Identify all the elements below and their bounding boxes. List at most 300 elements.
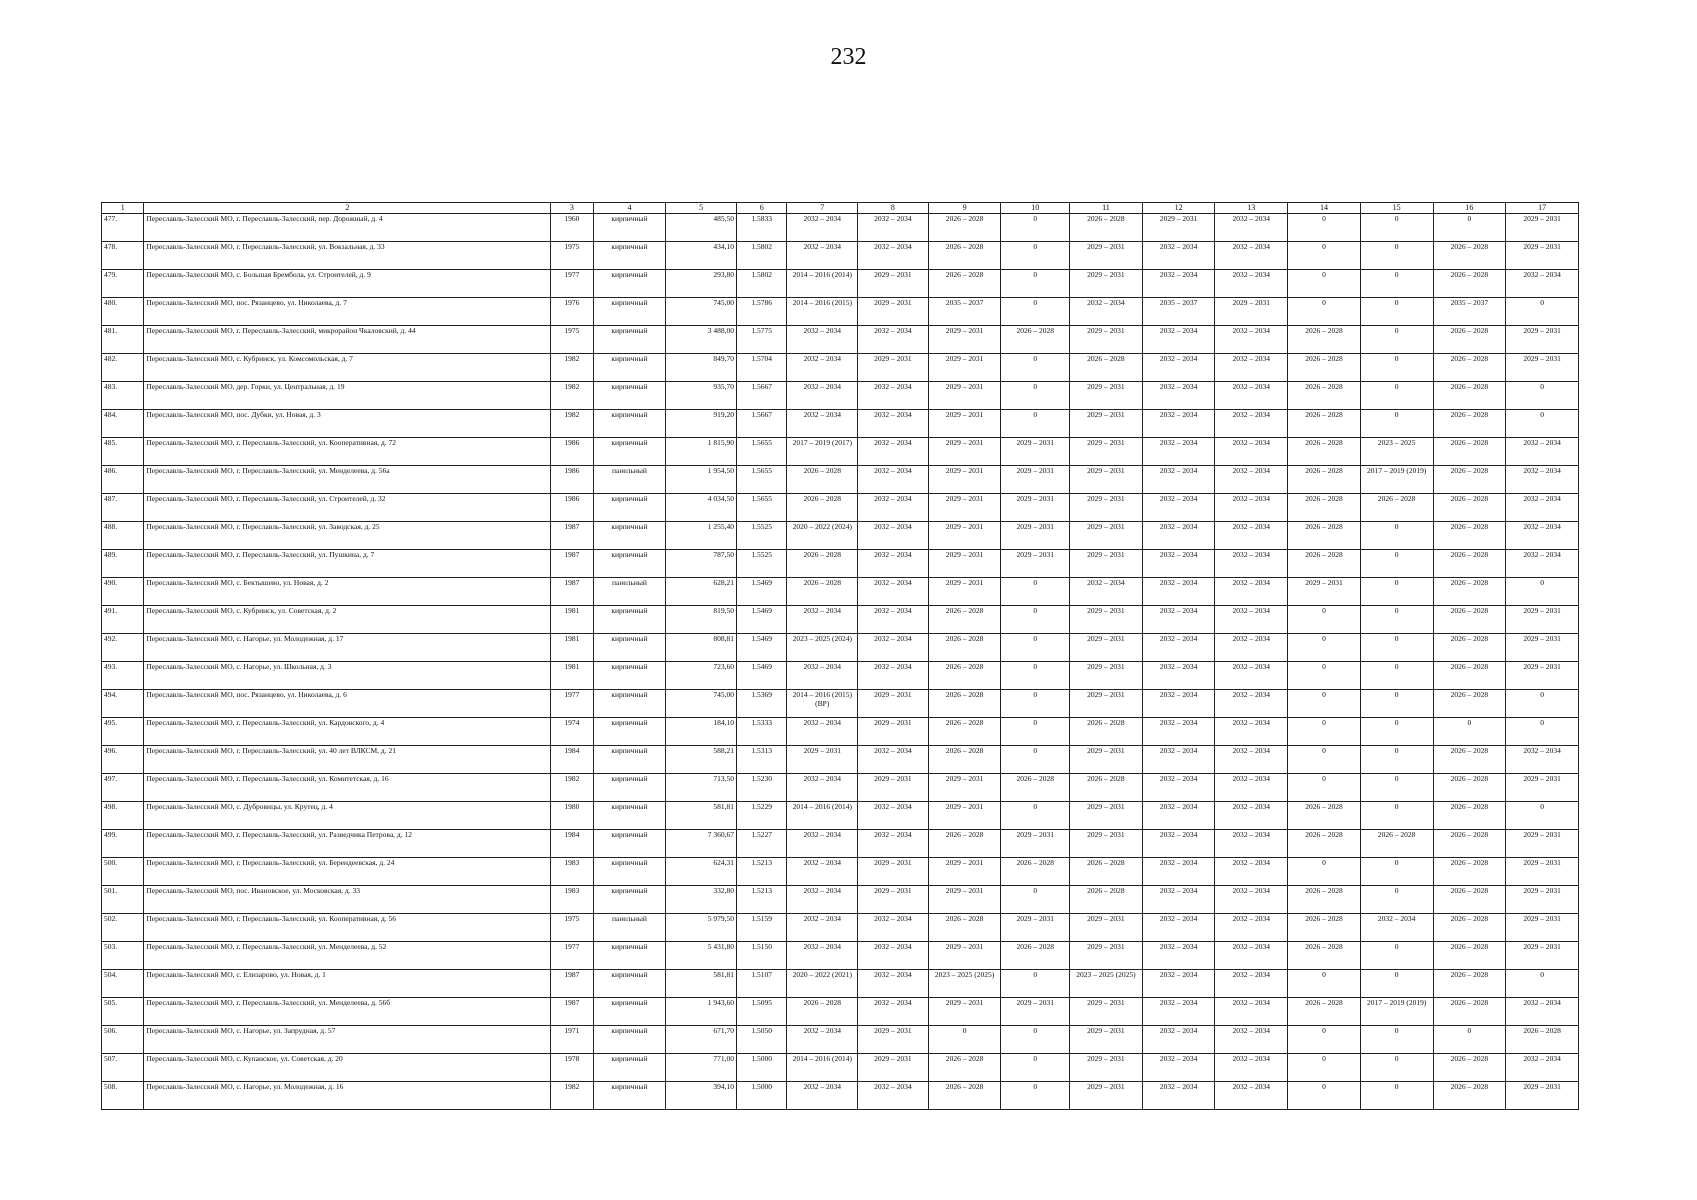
table-row xyxy=(102,914,1579,942)
table-cell: 2026 – 2028 xyxy=(1433,942,1506,970)
table-cell: 1.5833 xyxy=(736,214,786,242)
table-cell: кирпичный xyxy=(593,746,666,774)
table-cell: 2026 – 2028 xyxy=(1433,466,1506,494)
table-cell: 581,81 xyxy=(666,802,737,830)
table-cell: 2029 – 2031 xyxy=(1070,242,1143,270)
table-cell: кирпичный xyxy=(593,942,666,970)
table-cell: 2029 – 2031 xyxy=(1070,270,1143,298)
table-cell: 0 xyxy=(1001,354,1070,382)
table-cell: 2029 – 2031 xyxy=(1070,466,1143,494)
table-cell: 2026 – 2028 xyxy=(1433,970,1506,998)
table-cell: 2029 – 2031 xyxy=(928,550,1001,578)
table-cell: 2032 – 2034 xyxy=(1142,970,1215,998)
table-cell: 486. xyxy=(102,466,144,494)
table-cell: 2029 – 2031 xyxy=(928,858,1001,886)
table-cell: 2032 – 2034 xyxy=(1506,746,1579,774)
table-cell: 2029 – 2031 xyxy=(928,942,1001,970)
table-cell: 2029 – 2031 xyxy=(1506,606,1579,634)
table-cell: 713,50 xyxy=(666,774,737,802)
table-cell: 2026 – 2028 xyxy=(1288,354,1361,382)
table-cell: 2032 – 2034 xyxy=(858,606,929,634)
table-cell: 671,70 xyxy=(666,1026,737,1054)
table-cell: 2026 – 2028 xyxy=(1433,270,1506,298)
column-header: 3 xyxy=(551,203,593,214)
table-cell: 1983 xyxy=(551,858,593,886)
table-cell: кирпичный xyxy=(593,242,666,270)
table-cell: 0 xyxy=(1360,1082,1433,1110)
table-row xyxy=(102,354,1579,382)
table-cell: 2026 – 2028 xyxy=(787,550,858,578)
table-cell: 0 xyxy=(1288,718,1361,746)
table-cell: 2032 – 2034 xyxy=(1142,718,1215,746)
table-cell: 332,80 xyxy=(666,886,737,914)
column-header: 5 xyxy=(666,203,737,214)
table-cell: 1.5704 xyxy=(736,354,786,382)
table-cell: 2032 – 2034 xyxy=(858,550,929,578)
table-cell: 2026 – 2028 xyxy=(1070,886,1143,914)
table-cell: Переславль-Залесский МО, пос. Ивановское, ул. Московская, д. 33 xyxy=(144,886,551,914)
table-cell: 478. xyxy=(102,242,144,270)
table-cell: 2017 – 2019 (2019) xyxy=(1360,998,1433,1026)
table-cell: 2032 – 2034 xyxy=(858,970,929,998)
table-cell: 2032 – 2034 xyxy=(1142,662,1215,690)
table-cell: 2032 – 2034 xyxy=(858,998,929,1026)
table-cell: 2032 – 2034 xyxy=(858,634,929,662)
table-row xyxy=(102,550,1579,578)
table-cell: 787,50 xyxy=(666,550,737,578)
table-cell: 2026 – 2028 xyxy=(928,606,1001,634)
table-cell: 2032 – 2034 xyxy=(858,662,929,690)
table-cell: кирпичный xyxy=(593,802,666,830)
table-cell: 0 xyxy=(1288,606,1361,634)
table-cell: Переславль-Залесский МО, г. Переславль-Залесский, пер. Дорожный, д. 4 xyxy=(144,214,551,242)
table-cell: 0 xyxy=(1360,578,1433,606)
table-cell: 503. xyxy=(102,942,144,970)
table-cell: 2032 – 2034 xyxy=(1215,970,1288,998)
table-cell: 0 xyxy=(1001,690,1070,718)
table-cell: 1.5786 xyxy=(736,298,786,326)
table-cell: 434,10 xyxy=(666,242,737,270)
table-cell: 1984 xyxy=(551,746,593,774)
table-cell: 2023 – 2025 (2025) xyxy=(928,970,1001,998)
table-cell: 2032 – 2034 xyxy=(1215,802,1288,830)
table-cell: 2029 – 2031 xyxy=(1070,830,1143,858)
table-cell: 0 xyxy=(1288,270,1361,298)
table-cell: 2032 – 2034 xyxy=(858,578,929,606)
table-cell: 0 xyxy=(1360,410,1433,438)
table-cell: Переславль-Залесский МО, г. Переславль-Залесский, ул. Менделеева, д. 56а xyxy=(144,466,551,494)
table-cell: Переславль-Залесский МО, г. Переславль-Залесский, ул. Кооперативная, д. 72 xyxy=(144,438,551,466)
table-cell: 2032 – 2034 xyxy=(787,774,858,802)
table-cell: Переславль-Залесский МО, г. Переславль-Залесский, ул. Кардовского, д. 4 xyxy=(144,718,551,746)
table-cell: Переславль-Залесский МО, с. Нагорье, ул. Запрудная, д. 57 xyxy=(144,1026,551,1054)
table-cell: 2017 – 2019 (2017) xyxy=(787,438,858,466)
table-cell: кирпичный xyxy=(593,886,666,914)
table-cell: кирпичный xyxy=(593,606,666,634)
table-cell: 2032 – 2034 xyxy=(1142,578,1215,606)
table-cell: 0 xyxy=(1360,1054,1433,1082)
table-cell: 2032 – 2034 xyxy=(787,858,858,886)
table-cell: 2026 – 2028 xyxy=(1433,354,1506,382)
table-cell: 2032 – 2034 xyxy=(787,718,858,746)
table-cell: 1982 xyxy=(551,1082,593,1110)
table-cell: 2032 – 2034 xyxy=(1215,494,1288,522)
table-cell: 2032 – 2034 xyxy=(1360,914,1433,942)
table-cell: 0 xyxy=(1360,298,1433,326)
table-cell: Переславль-Залесский МО, пос. Рязанцево, ул. Николаева, д. 7 xyxy=(144,298,551,326)
table-cell: 0 xyxy=(1360,1026,1433,1054)
table-cell: Переславль-Залесский МО, г. Переславль-Залесский, ул. 40 лет ВЛКСМ, д. 21 xyxy=(144,746,551,774)
table-row xyxy=(102,970,1579,998)
table-cell: 5 431,80 xyxy=(666,942,737,970)
table-cell: 0 xyxy=(1001,746,1070,774)
table-cell: 2029 – 2031 xyxy=(1506,914,1579,942)
column-header: 17 xyxy=(1506,203,1579,214)
table-row xyxy=(102,382,1579,410)
table-row xyxy=(102,1082,1579,1110)
table-cell: 2026 – 2028 xyxy=(1433,998,1506,1026)
table-cell: 1982 xyxy=(551,382,593,410)
table-cell: 2026 – 2028 xyxy=(928,634,1001,662)
table-cell: 0 xyxy=(1360,382,1433,410)
table-cell: 0 xyxy=(1001,578,1070,606)
table-row xyxy=(102,494,1579,522)
table-cell: 2026 – 2028 xyxy=(928,690,1001,718)
table-cell: 2026 – 2028 xyxy=(1433,802,1506,830)
table-cell: 2032 – 2034 xyxy=(787,886,858,914)
table-cell: 2029 – 2031 xyxy=(1506,326,1579,354)
table-cell: 2014 – 2016 (2014) xyxy=(787,1054,858,1082)
table-cell: 2014 – 2016 (2014) xyxy=(787,270,858,298)
table-cell: 1981 xyxy=(551,662,593,690)
table-cell: 0 xyxy=(1360,858,1433,886)
table-cell: 496. xyxy=(102,746,144,774)
table-cell: 504. xyxy=(102,970,144,998)
table-cell: 0 xyxy=(1001,298,1070,326)
table-cell: 2029 – 2031 xyxy=(858,886,929,914)
table-cell: 808,81 xyxy=(666,634,737,662)
table-cell: 2026 – 2028 xyxy=(1433,382,1506,410)
table-cell: 1 255,40 xyxy=(666,522,737,550)
table-cell: 1.5667 xyxy=(736,382,786,410)
table-cell: 2032 – 2034 xyxy=(1142,746,1215,774)
table-cell: 2032 – 2034 xyxy=(1142,1054,1215,1082)
table-cell: 0 xyxy=(1288,1082,1361,1110)
table-cell: 2032 – 2034 xyxy=(1142,1082,1215,1110)
table-cell: кирпичный xyxy=(593,270,666,298)
table-cell: 2032 – 2034 xyxy=(1506,998,1579,1026)
table-cell: 2032 – 2034 xyxy=(1215,578,1288,606)
table-cell: 1.5469 xyxy=(736,634,786,662)
table-cell: 2023 – 2025 (2024) xyxy=(787,634,858,662)
table-cell: 2035 – 2037 xyxy=(928,298,1001,326)
table-cell: 2029 – 2031 xyxy=(1070,494,1143,522)
table-cell: 1977 xyxy=(551,270,593,298)
table-cell: 2032 – 2034 xyxy=(1215,886,1288,914)
table-cell: 1981 xyxy=(551,634,593,662)
table-cell: 1980 xyxy=(551,802,593,830)
table-cell: кирпичный xyxy=(593,1082,666,1110)
table-cell: 2032 – 2034 xyxy=(1142,858,1215,886)
table-cell: 2029 – 2031 xyxy=(1506,634,1579,662)
column-header: 2 xyxy=(144,203,551,214)
table-cell: 494. xyxy=(102,690,144,718)
table-cell: 2032 – 2034 xyxy=(858,746,929,774)
table-cell: 2029 – 2031 xyxy=(787,746,858,774)
table-cell: 2032 – 2034 xyxy=(1142,942,1215,970)
table-cell: 771,00 xyxy=(666,1054,737,1082)
table-cell: 2029 – 2031 xyxy=(1001,466,1070,494)
table-row xyxy=(102,270,1579,298)
table-cell: 0 xyxy=(1288,1054,1361,1082)
table-cell: кирпичный xyxy=(593,774,666,802)
table-cell: Переславль-Залесский МО, с. Кубринск, ул. Комсомольская, д. 7 xyxy=(144,354,551,382)
table-cell: Переславль-Залесский МО, г. Переславль-Залесский, ул. Заводская, д. 25 xyxy=(144,522,551,550)
table-cell: 2032 – 2034 xyxy=(1506,522,1579,550)
table-cell: 2029 – 2031 xyxy=(1506,886,1579,914)
table-cell: 2032 – 2034 xyxy=(858,382,929,410)
table-cell: 2032 – 2034 xyxy=(787,1082,858,1110)
table-cell: 0 xyxy=(1001,662,1070,690)
table-cell: 2029 – 2031 xyxy=(1070,606,1143,634)
table-row xyxy=(102,242,1579,270)
table-cell: 1.5050 xyxy=(736,1026,786,1054)
table-cell: 2026 – 2028 xyxy=(1433,438,1506,466)
table-cell: 2026 – 2028 xyxy=(1433,606,1506,634)
table-cell: 2029 – 2031 xyxy=(1506,830,1579,858)
table-cell: кирпичный xyxy=(593,830,666,858)
table-cell: 1.5469 xyxy=(736,662,786,690)
table-cell: 2032 – 2034 xyxy=(1215,522,1288,550)
table-cell: 2035 – 2037 xyxy=(1433,298,1506,326)
table-cell: кирпичный xyxy=(593,662,666,690)
table-cell: Переславль-Залесский МО, г. Переславль-Залесский, ул. Менделеева, д. 56б xyxy=(144,998,551,1026)
table-cell: 501. xyxy=(102,886,144,914)
table-cell: 2026 – 2028 xyxy=(1288,494,1361,522)
table-cell: 2032 – 2034 xyxy=(1215,746,1288,774)
table-cell: 0 xyxy=(1288,746,1361,774)
column-header: 6 xyxy=(736,203,786,214)
table-cell: 0 xyxy=(1433,214,1506,242)
table-cell: 2032 – 2034 xyxy=(787,410,858,438)
table-cell: 2029 – 2031 xyxy=(1070,382,1143,410)
table-cell: 2032 – 2034 xyxy=(1142,410,1215,438)
table-cell: 0 xyxy=(928,1026,1001,1054)
table-cell: 2032 – 2034 xyxy=(787,214,858,242)
table-cell: кирпичный xyxy=(593,858,666,886)
table-cell: 2026 – 2028 xyxy=(1433,830,1506,858)
table-cell: 483. xyxy=(102,382,144,410)
table-cell: 1975 xyxy=(551,242,593,270)
table-cell: 493. xyxy=(102,662,144,690)
table-cell: 2032 – 2034 xyxy=(1506,1054,1579,1082)
table-cell: 2032 – 2034 xyxy=(858,438,929,466)
table-cell: кирпичный xyxy=(593,522,666,550)
table-cell: 1.5000 xyxy=(736,1054,786,1082)
table-cell: 2026 – 2028 xyxy=(1433,410,1506,438)
table-cell: 2026 – 2028 xyxy=(1288,942,1361,970)
table-cell: 2023 – 2025 (2025) xyxy=(1070,970,1143,998)
table-cell: 2029 – 2031 xyxy=(1288,578,1361,606)
table-cell: 2026 – 2028 xyxy=(1433,494,1506,522)
table-cell: 2014 – 2016 (2015) (ВР) xyxy=(787,690,858,718)
table-row xyxy=(102,746,1579,774)
table-cell: 0 xyxy=(1001,606,1070,634)
table-cell: 2029 – 2031 xyxy=(928,802,1001,830)
table-cell: 2032 – 2034 xyxy=(1215,326,1288,354)
column-header: 9 xyxy=(928,203,1001,214)
table-cell: Переславль-Залесский МО, с. Нагорье, ул. Молодежная, д. 16 xyxy=(144,1082,551,1110)
table-cell: 2032 – 2034 xyxy=(1070,298,1143,326)
table-cell: 2026 – 2028 xyxy=(1433,522,1506,550)
table-cell: 1.5150 xyxy=(736,942,786,970)
table-cell: 2026 – 2028 xyxy=(1288,998,1361,1026)
table-cell: 723,60 xyxy=(666,662,737,690)
table-cell: 2026 – 2028 xyxy=(1433,578,1506,606)
table-cell: 2029 – 2031 xyxy=(1001,914,1070,942)
table-cell: 500. xyxy=(102,858,144,886)
table-cell: 588,21 xyxy=(666,746,737,774)
table-cell: 0 xyxy=(1506,690,1579,718)
table-header-row xyxy=(102,203,1579,214)
table-cell: 2029 – 2031 xyxy=(928,774,1001,802)
table-cell: 1.5095 xyxy=(736,998,786,1026)
table-cell: 0 xyxy=(1288,242,1361,270)
table-cell: 2029 – 2031 xyxy=(1070,410,1143,438)
table-row xyxy=(102,662,1579,690)
table-cell: 0 xyxy=(1360,942,1433,970)
table-cell: 2035 – 2037 xyxy=(1142,298,1215,326)
table-cell: Переславль-Залесский МО, г. Переславль-Залесский, микрорайон Чкаловский, д. 44 xyxy=(144,326,551,354)
table-cell: 184,10 xyxy=(666,718,737,746)
table-cell: 0 xyxy=(1288,662,1361,690)
table-cell: 2029 – 2031 xyxy=(1001,830,1070,858)
table-row xyxy=(102,690,1579,718)
table-cell: 2032 – 2034 xyxy=(1215,914,1288,942)
table-cell: 2029 – 2031 xyxy=(1506,858,1579,886)
table-cell: Переславль-Залесский МО, г. Переславль-Залесский, ул. Берендеевская, д. 24 xyxy=(144,858,551,886)
table-cell: 2032 – 2034 xyxy=(1142,522,1215,550)
table-cell: 2032 – 2034 xyxy=(858,326,929,354)
table-cell: 492. xyxy=(102,634,144,662)
table-cell: 2032 – 2034 xyxy=(858,802,929,830)
table-cell: 1.5333 xyxy=(736,718,786,746)
table-cell: 2026 – 2028 xyxy=(1433,634,1506,662)
table-cell: 2032 – 2034 xyxy=(1142,494,1215,522)
table-cell: 2032 – 2034 xyxy=(1215,858,1288,886)
table-cell: 489. xyxy=(102,550,144,578)
table-cell: 819,50 xyxy=(666,606,737,634)
table-cell: 2026 – 2028 xyxy=(1070,214,1143,242)
table-cell: 1.5369 xyxy=(736,690,786,718)
table-row xyxy=(102,998,1579,1026)
column-header: 4 xyxy=(593,203,666,214)
table-cell: 1.5229 xyxy=(736,802,786,830)
table-cell: 2029 – 2031 xyxy=(858,354,929,382)
table-cell: 2029 – 2031 xyxy=(1506,942,1579,970)
table-cell: 0 xyxy=(1506,410,1579,438)
table-cell: 2026 – 2028 xyxy=(787,494,858,522)
table-cell: Переславль-Залесский МО, пос. Рязанцево, ул. Николаева, д. 6 xyxy=(144,690,551,718)
table-cell: 0 xyxy=(1506,802,1579,830)
table-cell: 2032 – 2034 xyxy=(787,242,858,270)
table-cell: 1982 xyxy=(551,354,593,382)
table-cell: кирпичный xyxy=(593,998,666,1026)
table-cell: 1987 xyxy=(551,998,593,1026)
table-cell: 0 xyxy=(1506,970,1579,998)
table-cell: 2032 – 2034 xyxy=(858,522,929,550)
table-cell: 2032 – 2034 xyxy=(1215,606,1288,634)
table-cell: кирпичный xyxy=(593,410,666,438)
table-cell: Переславль-Залесский МО, г. Переславль-Залесский, ул. Разведчика Петрова, д. 12 xyxy=(144,830,551,858)
table-cell: 2029 – 2031 xyxy=(858,1054,929,1082)
table-cell: 2026 – 2028 xyxy=(1070,858,1143,886)
table-cell: 2026 – 2028 xyxy=(1433,242,1506,270)
table-cell: Переславль-Залесский МО, г. Переславль-Залесский, ул. Строителей, д. 32 xyxy=(144,494,551,522)
table-cell: 2026 – 2028 xyxy=(928,1054,1001,1082)
table-cell: кирпичный xyxy=(593,298,666,326)
table-cell: 2029 – 2031 xyxy=(928,578,1001,606)
table-cell: 2029 – 2031 xyxy=(928,998,1001,1026)
table-cell: 2029 – 2031 xyxy=(1001,438,1070,466)
table-cell: 1.5469 xyxy=(736,578,786,606)
table-cell: 498. xyxy=(102,802,144,830)
table-cell: 0 xyxy=(1360,326,1433,354)
table-row xyxy=(102,606,1579,634)
table-cell: 2026 – 2028 xyxy=(1360,830,1433,858)
table-cell: 0 xyxy=(1288,634,1361,662)
table-cell: 2026 – 2028 xyxy=(1070,774,1143,802)
table-cell: 2029 – 2031 xyxy=(858,858,929,886)
table-cell: 2032 – 2034 xyxy=(1142,998,1215,1026)
table-cell: 480. xyxy=(102,298,144,326)
table-cell: 394,10 xyxy=(666,1082,737,1110)
table-cell: 2026 – 2028 xyxy=(1001,326,1070,354)
table-cell: 1.5667 xyxy=(736,410,786,438)
table-cell: Переславль-Залесский МО, с. Большая Брембола, ул. Строителей, д. 9 xyxy=(144,270,551,298)
table-cell: 2029 – 2031 xyxy=(858,270,929,298)
table-cell: 2032 – 2034 xyxy=(1142,606,1215,634)
table-cell: 2032 – 2034 xyxy=(1215,270,1288,298)
table-row xyxy=(102,298,1579,326)
table-row xyxy=(102,410,1579,438)
table-cell: 2026 – 2028 xyxy=(928,270,1001,298)
table-cell: 2032 – 2034 xyxy=(787,606,858,634)
table-cell: Переславль-Залесский МО, с. Нагорье, ул. Школьная, д. 3 xyxy=(144,662,551,690)
table-row xyxy=(102,802,1579,830)
table-cell: 2026 – 2028 xyxy=(1433,1082,1506,1110)
table-cell: 2029 – 2031 xyxy=(1001,522,1070,550)
table-cell: 2032 – 2034 xyxy=(1215,942,1288,970)
table-cell: 2032 – 2034 xyxy=(787,942,858,970)
table-cell: 2032 – 2034 xyxy=(1142,802,1215,830)
table-cell: 487. xyxy=(102,494,144,522)
table-cell: 2026 – 2028 xyxy=(1001,774,1070,802)
table-cell: 0 xyxy=(1360,242,1433,270)
table-cell: 0 xyxy=(1001,970,1070,998)
table-cell: 2026 – 2028 xyxy=(1001,942,1070,970)
table-cell: 1971 xyxy=(551,1026,593,1054)
table-cell: 0 xyxy=(1360,774,1433,802)
table-cell: 2026 – 2028 xyxy=(1288,886,1361,914)
table-cell: 0 xyxy=(1001,1054,1070,1082)
table-cell: 2032 – 2034 xyxy=(1215,690,1288,718)
table-cell: 0 xyxy=(1433,1026,1506,1054)
table-cell: 0 xyxy=(1001,634,1070,662)
table-cell: 2032 – 2034 xyxy=(858,914,929,942)
table-cell: 2029 – 2031 xyxy=(1070,1082,1143,1110)
table-cell: 2029 – 2031 xyxy=(1506,354,1579,382)
